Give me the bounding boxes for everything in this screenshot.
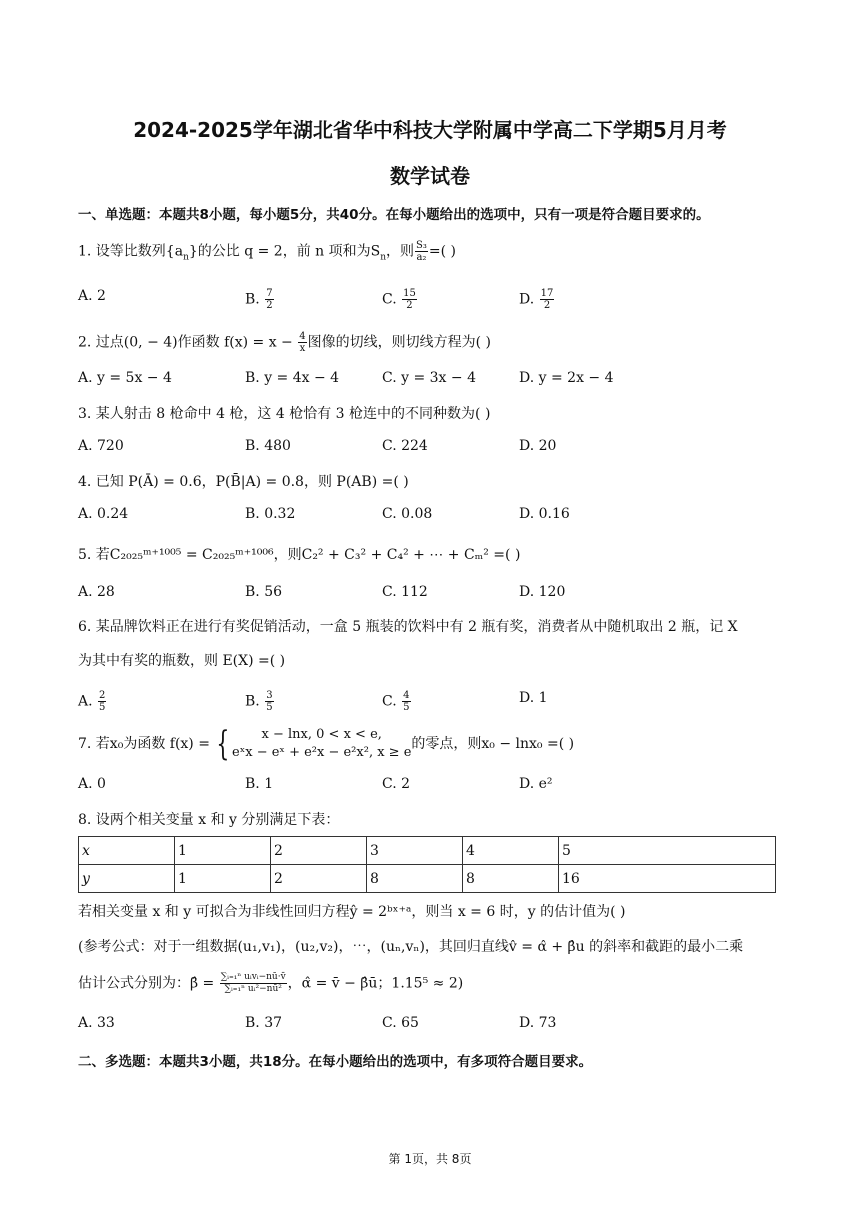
question-6-options xyxy=(78,690,798,712)
option-b[interactable]: B. 0.32 xyxy=(245,506,296,522)
question-5: 5. 若C₂₀₂₅ᵐ⁺¹⁰⁰⁵ = C₂₀₂₅ᵐ⁺¹⁰⁰⁶，则C₂² + C₃² + C₄² + ⋯ + Cₘ² =( ) xyxy=(78,547,521,563)
question-2-options xyxy=(78,370,798,392)
question-8-line-4: 估计公式分别为：β̂ = $\frac{\text{∑ᵢ₌₁ⁿ uᵢvᵢ−nū·v̄}}{\text{∑ᵢ₌₁ⁿ uᵢ²−nū²}}$ ，α̂ = v̄ − β̂ū；1.15⁵ ≈ 2) xyxy=(78,972,464,994)
section-single-choice: 一、单选题：本题共8小题，每小题5分，共40分。在每小题给出的选项中，只有一项是符合题目要求的。 xyxy=(78,207,710,223)
option-c[interactable]: C. 112 xyxy=(382,584,428,600)
option-a[interactable]: A. 33 xyxy=(78,1015,115,1031)
option-b[interactable]: B. 56 xyxy=(245,584,283,600)
option-c[interactable]: C. 2 xyxy=(382,776,411,792)
table-cell: 2 xyxy=(271,837,367,865)
question-4-options xyxy=(78,506,798,528)
data-table xyxy=(78,836,776,893)
table-cell: 16 xyxy=(559,865,776,893)
table-row xyxy=(79,865,776,893)
question-7: 7. 若x₀为函数 f(x) = { x − lnx, 0 < x < e, eˣx − eˣ + e²x − e²x², x ≥ e 的零点，则x₀ − lnx₀ =( ) xyxy=(78,724,575,764)
option-a[interactable]: A. $\frac{2}{5}$ xyxy=(78,690,106,713)
question-8: 8. 设两个相关变量 x 和 y 分别满足下表： xyxy=(78,812,340,828)
option-a[interactable]: A. 0 xyxy=(78,776,106,792)
question-1: 1. 设等比数列$\{a_n\}$的公比 q = 2，前 n 项和为$S_n$，则 $\frac{\text{S₃}}{\text{a₂}}$ =( ) xyxy=(78,240,456,263)
option-c[interactable]: C. 0.08 xyxy=(382,506,433,522)
table-cell: 5 xyxy=(559,837,776,865)
option-d[interactable]: D. 73 xyxy=(519,1015,557,1031)
option-c[interactable]: C. $\frac{4}{5}$ xyxy=(382,690,410,713)
table-cell: 1 xyxy=(175,865,271,893)
option-a[interactable]: A. y = 5x − 4 xyxy=(78,370,172,386)
exam-title: 2024-2025学年湖北省华中科技大学附属中学高二下学期5月月考 xyxy=(133,118,727,142)
brace-glyph: { xyxy=(216,724,230,764)
option-d[interactable]: D. 0.16 xyxy=(519,506,570,522)
option-d[interactable]: D. e² xyxy=(519,776,553,792)
option-a[interactable]: A. 720 xyxy=(78,438,124,454)
question-8-line-3: (参考公式：对于一组数据(u₁,v₁)，(u₂,v₂)，⋯，(uₙ,vₙ)，其回归直线v̂ = α̂ + β̂u 的斜率和截距的最小二乘 xyxy=(78,939,744,955)
page-footer: 第 1页，共 8页 xyxy=(388,1152,472,1166)
option-d[interactable]: D. 20 xyxy=(519,438,557,454)
option-c[interactable]: C. $\frac{15}{2}$ xyxy=(382,288,416,311)
table-cell: y xyxy=(79,865,175,893)
option-d[interactable]: D. 1 xyxy=(519,690,548,706)
option-b[interactable]: B. $\frac{3}{5}$ xyxy=(245,690,273,713)
table-cell: 3 xyxy=(367,837,463,865)
question-6-line-1: 6. 某品牌饮料正在进行有奖促销活动，一盒 5 瓶装的饮料中有 2 瓶有奖，消费者从中随机取出 2 瓶，记 X xyxy=(78,619,738,635)
option-b[interactable]: B. $\frac{7}{2}$ xyxy=(245,288,273,311)
option-d[interactable]: D. 120 xyxy=(519,584,566,600)
question-3-options xyxy=(78,438,798,460)
question-1-options xyxy=(78,288,798,310)
table-cell: x xyxy=(79,837,175,865)
option-b[interactable]: B. 1 xyxy=(245,776,274,792)
piecewise-cases: x − lnx, 0 < x < e, eˣx − eˣ + e²x − e²x², x ≥ e xyxy=(232,727,412,760)
question-2: 2. 过点(0, − 4)作函数 f(x) = x − $\frac{4}{x}$ 图像的切线，则切线方程为( ) xyxy=(78,331,491,354)
option-b[interactable]: B. y = 4x − 4 xyxy=(245,370,340,386)
option-c[interactable]: C. 65 xyxy=(382,1015,419,1031)
exam-subtitle: 数学试卷 xyxy=(390,164,470,188)
option-a[interactable]: A. 0.24 xyxy=(78,506,129,522)
option-a[interactable]: A. 28 xyxy=(78,584,115,600)
section-multi-choice: 二、多选题：本题共3小题，共18分。在每小题给出的选项中，有多项符合题目要求。 xyxy=(78,1054,593,1070)
question-8-line-2: 若相关变量 x 和 y 可拟合为非线性回归方程ŷ = 2ᵇˣ⁺ᵃ，则当 x = 6 时，y 的估计值为( ) xyxy=(78,904,626,920)
table-cell: 1 xyxy=(175,837,271,865)
question-7-options xyxy=(78,776,798,798)
option-d[interactable]: D. $\frac{17}{2}$ xyxy=(519,288,554,311)
table-cell: 2 xyxy=(271,865,367,893)
option-c[interactable]: C. y = 3x − 4 xyxy=(382,370,476,386)
option-c[interactable]: C. 224 xyxy=(382,438,428,454)
table-cell: 8 xyxy=(367,865,463,893)
question-4: 4. 已知 P(Ā) = 0.6，P(B̄|A) = 0.8，则 P(AB) =( ) xyxy=(78,474,409,490)
option-b[interactable]: B. 480 xyxy=(245,438,291,454)
option-d[interactable]: D. y = 2x − 4 xyxy=(519,370,614,386)
option-a[interactable]: A. 2 xyxy=(78,288,106,304)
question-6-line-2: 为其中有奖的瓶数，则 E(X) =( ) xyxy=(78,653,286,669)
question-8-options xyxy=(78,1015,798,1037)
table-row xyxy=(79,837,776,865)
question-5-options xyxy=(78,584,798,606)
table-cell: 8 xyxy=(463,865,559,893)
question-3: 3. 某人射击 8 枪命中 4 枪，这 4 枪恰有 3 枪连中的不同种数为( ) xyxy=(78,406,491,422)
option-b[interactable]: B. 37 xyxy=(245,1015,283,1031)
table-cell: 4 xyxy=(463,837,559,865)
